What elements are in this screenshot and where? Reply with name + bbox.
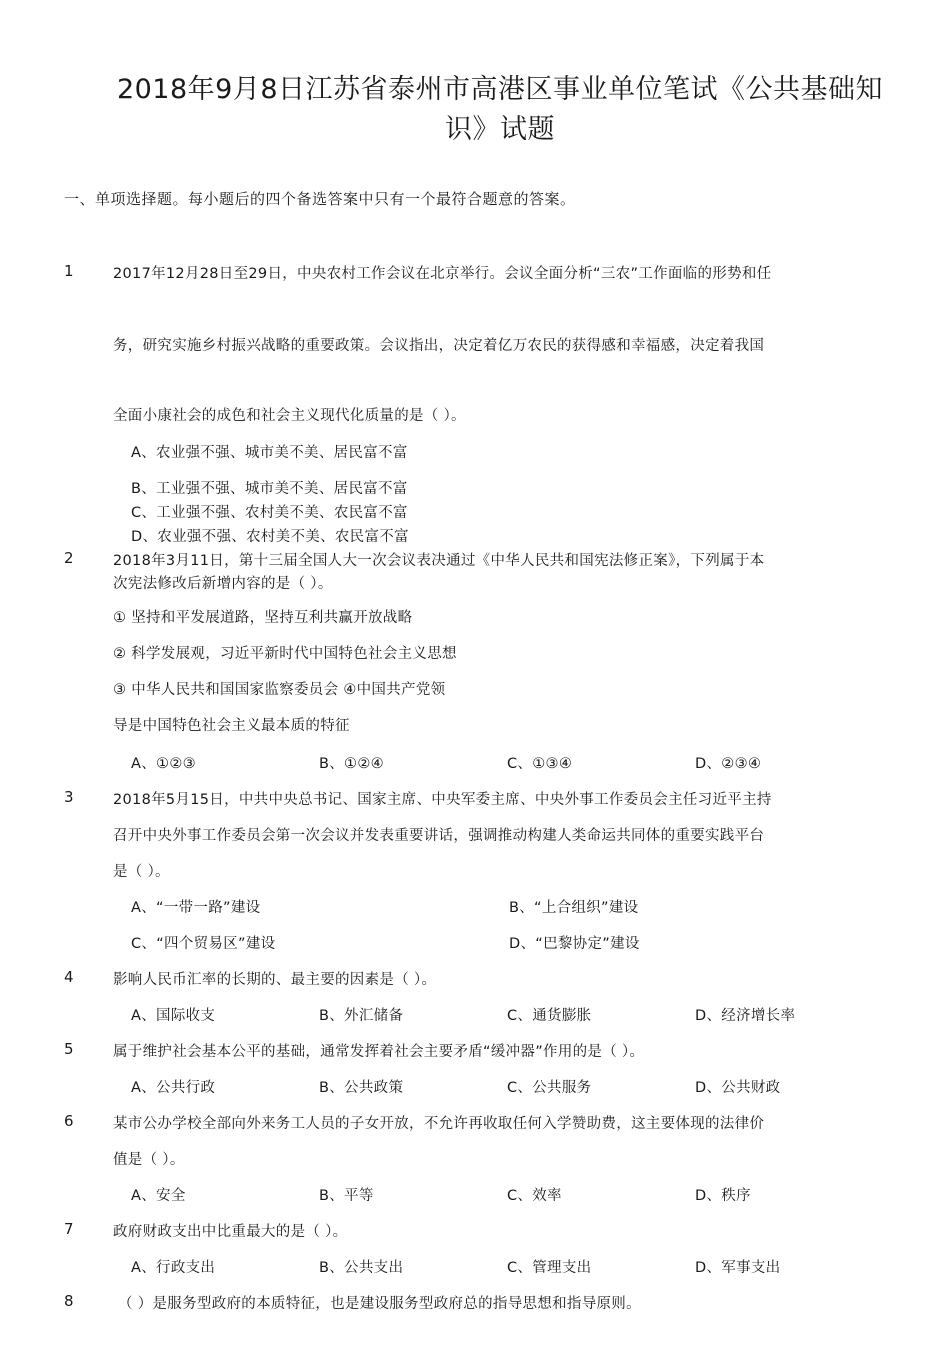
answer-option: D、农业强不强、农村美不美、农民富不富	[131, 529, 409, 545]
question-line: ③ 中华人民共和国国家监察委员会 ④中国共产党领	[113, 682, 446, 698]
answer-option: A、公共行政	[131, 1080, 216, 1096]
question-number: 5	[64, 1040, 74, 1058]
answer-option: B、平等	[319, 1188, 374, 1204]
answer-option: C、效率	[507, 1188, 562, 1204]
question-line: 导是中国特色社会主义最本质的特征	[113, 718, 350, 734]
question-number: 7	[64, 1220, 74, 1238]
question-line: 某市公办学校全部向外来务工人员的子女开放，不允许再收取任何入学赞助费，这主要体现的法律价	[113, 1116, 765, 1132]
question-line: 2018年3月11日，第十三届全国人大一次会议表决通过《中华人民共和国宪法修正案》，下列属于本	[113, 553, 765, 569]
question-line: 务，研究实施乡村振兴战略的重要政策。会议指出，决定着亿万农民的获得感和幸福感，决定着我国	[113, 338, 765, 354]
answer-option: C、管理支出	[507, 1260, 592, 1276]
question-line: ② 科学发展观，习近平新时代中国特色社会主义思想	[113, 646, 457, 662]
question-number: 2	[64, 549, 74, 567]
question-number: 6	[64, 1112, 74, 1130]
answer-option: B、“上合组织”建设	[509, 900, 639, 916]
question-line: （ ）是服务型政府的本质特征，也是建设服务型政府总的指导思想和指导原则。	[118, 1296, 641, 1312]
answer-option: D、“巴黎协定”建设	[509, 936, 640, 952]
question-line: 值是（ ）。	[113, 1152, 185, 1168]
answer-option: D、公共财政	[695, 1080, 781, 1096]
question-line: 属于维护社会基本公平的基础，通常发挥着社会主要矛盾“缓冲器”作用的是（ ）。	[113, 1044, 645, 1060]
section-heading: 一、单项选择题。每小题后的四个备选答案中只有一个最符合题意的答案。	[64, 190, 576, 208]
question-line: 召开中央外事工作委员会第一次会议并发表重要讲话，强调推动构建人类命运共同体的重要实践平台	[113, 828, 765, 844]
question-line: 全面小康社会的成色和社会主义现代化质量的是（ ）。	[113, 408, 466, 424]
question-number: 8	[64, 1292, 74, 1310]
answer-option: B、公共支出	[319, 1260, 404, 1276]
document-title	[60, 70, 940, 150]
answer-option: B、工业强不强、城市美不美、居民富不富	[131, 481, 408, 497]
answer-option: D、军事支出	[695, 1260, 781, 1276]
answer-option: A、国际收支	[131, 1008, 216, 1024]
answer-option: C、“四个贸易区”建设	[131, 936, 276, 952]
answer-option: B、公共政策	[319, 1080, 404, 1096]
question-line: ① 坚持和平发展道路，坚持互利共赢开放战略	[113, 610, 413, 626]
answer-option: C、工业强不强、农村美不美、农民富不富	[131, 505, 408, 521]
question-line: 2018年5月15日，中共中央总书记、国家主席、中央军委主席、中央外事工作委员会主任习近平主持	[113, 792, 772, 808]
answer-option: B、①②④	[319, 756, 384, 772]
answer-option: D、经济增长率	[695, 1008, 796, 1024]
answer-option: C、①③④	[507, 756, 573, 772]
answer-option: D、秩序	[695, 1188, 751, 1204]
answer-option: A、安全	[131, 1188, 186, 1204]
question-line: 次宪法修改后新增内容的是（ ）。	[113, 576, 333, 592]
question-line: 是（ ）。	[113, 864, 170, 880]
title-line-2: 识》试题	[445, 114, 555, 145]
question-line: 影响人民币汇率的长期的、最主要的因素是（ ）。	[113, 972, 437, 988]
answer-option: A、农业强不强、城市美不美、居民富不富	[131, 445, 408, 461]
question-number: 4	[64, 968, 74, 986]
title-line-1: 2018年9月8日江苏省泰州市高港区事业单位笔试《公共基础知	[116, 74, 884, 105]
answer-option: B、外汇储备	[319, 1008, 404, 1024]
question-line: 政府财政支出中比重最大的是（ ）。	[113, 1224, 348, 1240]
answer-option: A、“一带一路”建设	[131, 900, 261, 916]
answer-option: A、①②③	[131, 756, 196, 772]
answer-option: A、行政支出	[131, 1260, 216, 1276]
question-line: 2017年12月28日至29日，中央农村工作会议在北京举行。会议全面分析“三农”工作面临的形势和任	[113, 266, 772, 282]
answer-option: D、②③④	[695, 756, 762, 772]
question-number: 1	[64, 262, 74, 280]
answer-option: C、公共服务	[507, 1080, 592, 1096]
question-number: 3	[64, 788, 74, 806]
answer-option: C、通货膨胀	[507, 1008, 592, 1024]
